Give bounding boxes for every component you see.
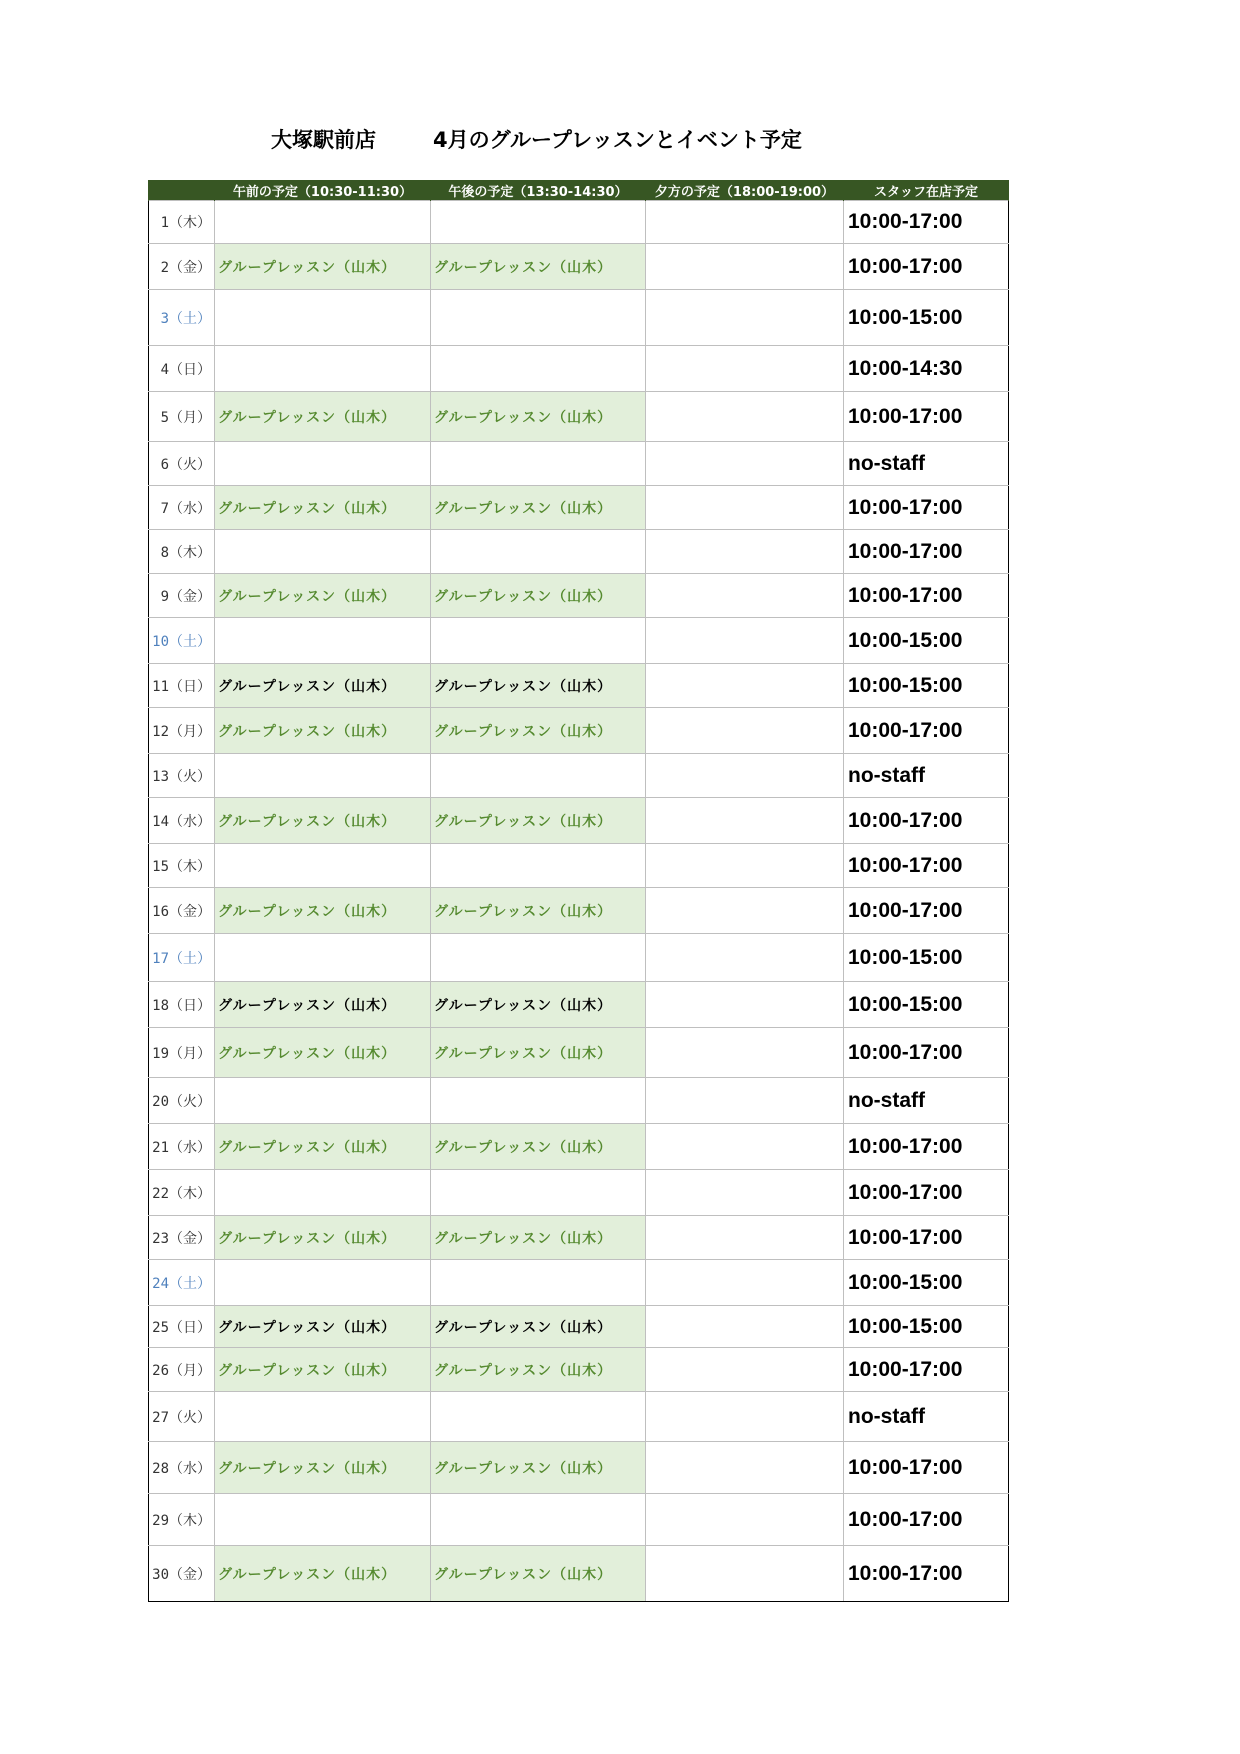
morning-cell [215, 618, 431, 664]
staff-cell: 10:00-17:00 [844, 844, 1009, 888]
staff-cell: 10:00-17:00 [844, 1124, 1009, 1170]
day-cell: 27（火） [149, 1392, 215, 1442]
day-cell: 30（金） [149, 1546, 215, 1602]
evening-cell [646, 530, 844, 574]
page-title: 4月のグループレッスンとイベント予定 [433, 128, 802, 152]
evening-cell [646, 1078, 844, 1124]
afternoon-cell: グループレッスン（山木） [431, 244, 646, 290]
day-cell: 26（月） [149, 1348, 215, 1392]
evening-cell [646, 1260, 844, 1306]
day-cell: 7（水） [149, 486, 215, 530]
table-row [149, 530, 1009, 574]
evening-cell [646, 574, 844, 618]
staff-cell: 10:00-17:00 [844, 1442, 1009, 1494]
morning-cell: グループレッスン（山木） [215, 798, 431, 844]
morning-cell: グループレッスン（山木） [215, 1028, 431, 1078]
evening-cell [646, 442, 844, 486]
evening-cell [646, 392, 844, 442]
header-day [149, 180, 215, 201]
day-cell: 13（火） [149, 754, 215, 798]
afternoon-cell [431, 1078, 646, 1124]
staff-cell: 10:00-17:00 [844, 392, 1009, 442]
staff-cell: no-staff [844, 754, 1009, 798]
day-cell: 21（水） [149, 1124, 215, 1170]
morning-cell: グループレッスン（山木） [215, 664, 431, 708]
morning-cell [215, 754, 431, 798]
staff-cell: 10:00-15:00 [844, 1306, 1009, 1348]
evening-cell [646, 708, 844, 754]
evening-cell [646, 664, 844, 708]
day-cell: 18（日） [149, 982, 215, 1028]
staff-cell: 10:00-15:00 [844, 290, 1009, 346]
morning-cell [215, 1170, 431, 1216]
day-cell: 2（金） [149, 244, 215, 290]
table-row [149, 1028, 1009, 1078]
evening-cell [646, 1442, 844, 1494]
staff-cell: 10:00-17:00 [844, 1546, 1009, 1602]
afternoon-cell: グループレッスン（山木） [431, 664, 646, 708]
morning-cell [215, 1494, 431, 1546]
table-row [149, 844, 1009, 888]
afternoon-cell [431, 1260, 646, 1306]
table-row [149, 346, 1009, 392]
staff-cell: 10:00-15:00 [844, 934, 1009, 982]
evening-cell [646, 1216, 844, 1260]
morning-cell [215, 934, 431, 982]
afternoon-cell [431, 844, 646, 888]
morning-cell: グループレッスン（山木） [215, 574, 431, 618]
morning-cell: グループレッスン（山木） [215, 1442, 431, 1494]
schedule-table [148, 180, 1009, 1602]
evening-cell [646, 1028, 844, 1078]
table-row [149, 798, 1009, 844]
table-row [149, 1260, 1009, 1306]
day-cell: 22（木） [149, 1170, 215, 1216]
table-row [149, 1216, 1009, 1260]
staff-cell: no-staff [844, 1078, 1009, 1124]
afternoon-cell: グループレッスン（山木） [431, 1028, 646, 1078]
morning-cell: グループレッスン（山木） [215, 1348, 431, 1392]
evening-cell [646, 888, 844, 934]
afternoon-cell: グループレッスン（山木） [431, 1216, 646, 1260]
header-morning: 午前の予定（10:30-11:30） [215, 180, 431, 201]
day-cell: 24（土） [149, 1260, 215, 1306]
staff-cell: 10:00-14:30 [844, 346, 1009, 392]
morning-cell [215, 290, 431, 346]
table-row [149, 754, 1009, 798]
staff-cell: 10:00-15:00 [844, 982, 1009, 1028]
header-staff: スタッフ在店予定 [844, 180, 1009, 201]
morning-cell [215, 530, 431, 574]
table-row [149, 1546, 1009, 1602]
staff-cell: 10:00-17:00 [844, 486, 1009, 530]
evening-cell [646, 1546, 844, 1602]
header-row [149, 180, 1009, 201]
morning-cell: グループレッスン（山木） [215, 1124, 431, 1170]
staff-cell: 10:00-17:00 [844, 574, 1009, 618]
staff-cell: 10:00-17:00 [844, 708, 1009, 754]
afternoon-cell: グループレッスン（山木） [431, 798, 646, 844]
afternoon-cell [431, 1494, 646, 1546]
table-row [149, 1124, 1009, 1170]
table-row [149, 574, 1009, 618]
staff-cell: 10:00-17:00 [844, 201, 1009, 244]
afternoon-cell [431, 934, 646, 982]
afternoon-cell: グループレッスン（山木） [431, 392, 646, 442]
morning-cell: グループレッスン（山木） [215, 1546, 431, 1602]
table-row [149, 888, 1009, 934]
day-cell: 12（月） [149, 708, 215, 754]
afternoon-cell: グループレッスン（山木） [431, 888, 646, 934]
day-cell: 4（日） [149, 346, 215, 392]
evening-cell [646, 1124, 844, 1170]
evening-cell [646, 844, 844, 888]
evening-cell [646, 1306, 844, 1348]
day-cell: 23（金） [149, 1216, 215, 1260]
evening-cell [646, 754, 844, 798]
day-cell: 11（日） [149, 664, 215, 708]
evening-cell [646, 1392, 844, 1442]
afternoon-cell: グループレッスン（山木） [431, 1442, 646, 1494]
morning-cell: グループレッスン（山木） [215, 244, 431, 290]
day-cell: 20（火） [149, 1078, 215, 1124]
afternoon-cell [431, 1392, 646, 1442]
morning-cell [215, 1392, 431, 1442]
afternoon-cell [431, 754, 646, 798]
staff-cell: 10:00-17:00 [844, 1028, 1009, 1078]
afternoon-cell: グループレッスン（山木） [431, 982, 646, 1028]
staff-cell: 10:00-17:00 [844, 1216, 1009, 1260]
day-cell: 19（月） [149, 1028, 215, 1078]
evening-cell [646, 346, 844, 392]
day-cell: 14（水） [149, 798, 215, 844]
morning-cell [215, 1078, 431, 1124]
day-cell: 28（水） [149, 1442, 215, 1494]
morning-cell [215, 201, 431, 244]
day-cell: 15（木） [149, 844, 215, 888]
morning-cell [215, 844, 431, 888]
staff-cell: 10:00-15:00 [844, 618, 1009, 664]
afternoon-cell [431, 1170, 646, 1216]
table-row [149, 486, 1009, 530]
afternoon-cell [431, 290, 646, 346]
afternoon-cell: グループレッスン（山木） [431, 1124, 646, 1170]
table-row [149, 934, 1009, 982]
afternoon-cell: グループレッスン（山木） [431, 1306, 646, 1348]
morning-cell: グループレッスン（山木） [215, 1216, 431, 1260]
day-cell: 9（金） [149, 574, 215, 618]
afternoon-cell: グループレッスン（山木） [431, 574, 646, 618]
staff-cell: 10:00-17:00 [844, 530, 1009, 574]
morning-cell: グループレッスン（山木） [215, 392, 431, 442]
morning-cell: グループレッスン（山木） [215, 982, 431, 1028]
afternoon-cell [431, 346, 646, 392]
staff-cell: 10:00-17:00 [844, 1494, 1009, 1546]
day-cell: 29（木） [149, 1494, 215, 1546]
morning-cell: グループレッスン（山木） [215, 486, 431, 530]
evening-cell [646, 618, 844, 664]
table-row [149, 1078, 1009, 1124]
staff-cell: 10:00-17:00 [844, 798, 1009, 844]
staff-cell: 10:00-17:00 [844, 1348, 1009, 1392]
morning-cell: グループレッスン（山木） [215, 1306, 431, 1348]
staff-cell: 10:00-15:00 [844, 664, 1009, 708]
evening-cell [646, 290, 844, 346]
day-cell: 10（土） [149, 618, 215, 664]
header-evening: 夕方の予定（18:00-19:00） [646, 180, 844, 201]
day-cell: 16（金） [149, 888, 215, 934]
staff-cell: 10:00-15:00 [844, 1260, 1009, 1306]
afternoon-cell: グループレッスン（山木） [431, 1546, 646, 1602]
header-afternoon: 午後の予定（13:30-14:30） [431, 180, 646, 201]
staff-cell: 10:00-17:00 [844, 244, 1009, 290]
evening-cell [646, 244, 844, 290]
staff-cell: no-staff [844, 442, 1009, 486]
day-cell: 8（木） [149, 530, 215, 574]
evening-cell [646, 982, 844, 1028]
day-cell: 5（月） [149, 392, 215, 442]
day-cell: 1（木） [149, 201, 215, 244]
table-row [149, 1442, 1009, 1494]
afternoon-cell [431, 530, 646, 574]
table-row [149, 1392, 1009, 1442]
evening-cell [646, 201, 844, 244]
morning-cell: グループレッスン（山木） [215, 708, 431, 754]
morning-cell [215, 1260, 431, 1306]
evening-cell [646, 798, 844, 844]
table-row [149, 201, 1009, 244]
staff-cell: 10:00-17:00 [844, 888, 1009, 934]
table-row [149, 1348, 1009, 1392]
table-row [149, 442, 1009, 486]
table-row [149, 244, 1009, 290]
table-row [149, 1306, 1009, 1348]
evening-cell [646, 1494, 844, 1546]
afternoon-cell: グループレッスン（山木） [431, 1348, 646, 1392]
store-name: 大塚駅前店 [271, 128, 376, 152]
afternoon-cell [431, 201, 646, 244]
table-row [149, 290, 1009, 346]
evening-cell [646, 1170, 844, 1216]
afternoon-cell: グループレッスン（山木） [431, 486, 646, 530]
table-row [149, 392, 1009, 442]
staff-cell: 10:00-17:00 [844, 1170, 1009, 1216]
afternoon-cell [431, 618, 646, 664]
evening-cell [646, 486, 844, 530]
morning-cell: グループレッスン（山木） [215, 888, 431, 934]
table-row [149, 664, 1009, 708]
table-row [149, 1170, 1009, 1216]
table-row [149, 1494, 1009, 1546]
day-cell: 6（火） [149, 442, 215, 486]
table-row [149, 618, 1009, 664]
morning-cell [215, 346, 431, 392]
afternoon-cell [431, 442, 646, 486]
day-cell: 25（日） [149, 1306, 215, 1348]
day-cell: 17（土） [149, 934, 215, 982]
table-row [149, 708, 1009, 754]
afternoon-cell: グループレッスン（山木） [431, 708, 646, 754]
table-row [149, 982, 1009, 1028]
day-cell: 3（土） [149, 290, 215, 346]
evening-cell [646, 934, 844, 982]
morning-cell [215, 442, 431, 486]
evening-cell [646, 1348, 844, 1392]
staff-cell: no-staff [844, 1392, 1009, 1442]
